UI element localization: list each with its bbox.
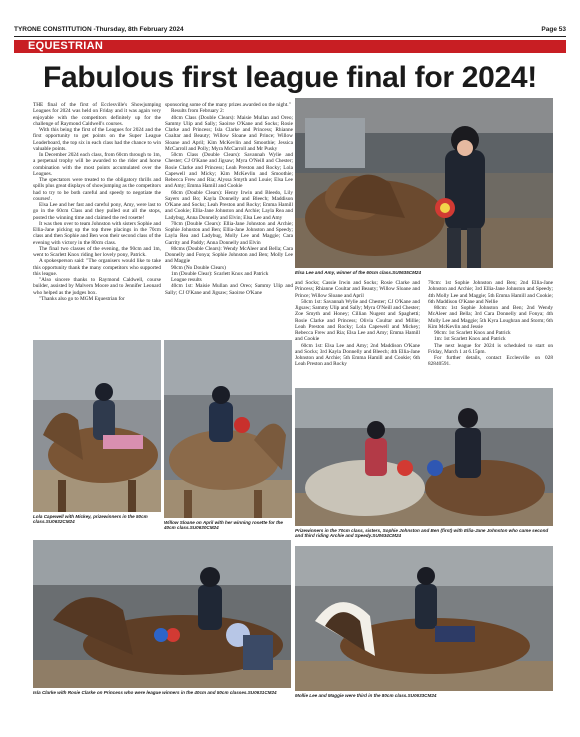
- article-paragraph: "Thanks also go to MGM Equestrian for: [39, 295, 125, 302]
- article-paragraph: Results from February 2:: [171, 108, 225, 115]
- article-paragraph: The spectators were treated to the obligatory thrills and spills plus great displays of showjumping as the competitors had to try to be both careful and speedy to negotiate the courses!.: [33, 177, 161, 202]
- article-paragraph: 1m: 1st Scarlett Knox and Patrick: [434, 336, 506, 343]
- article-paragraph: 1m (Double Clear): Scarlett Knox and Patrick: [171, 270, 269, 277]
- article-paragraph: 80cms (Double Clears): Wendy McAleer and Bella; Cara Donnelly and Fonya; Sophie Johnston and Ben; Molly Lee and Maggie: [165, 245, 293, 265]
- caption-willow: Willow Sloane on April with her winning rosette for the 40cm class.SU0630CM24: [164, 520, 283, 531]
- page-header: [14, 24, 566, 36]
- article-paragraph: 60cm (Double Clears): Henry Irwin and Bleedo, Lily Sayers and Bo; Kayla Donnelly and Bleech; Maddison O'Kane and Socks; Leah Preston and Rocky; Emma Hamill and Cookie; Ellia-Jane Johnston and Archie; Layla Rea and Ladybug, Anna Donnelly and Elvin; Elsa Lee and Amy: [165, 189, 293, 221]
- photo-lola-capewell: [33, 340, 161, 512]
- article-paragraph: and Socks; Cassie Irwin and Socks; Rosie Clarke and Princess; Rhianne Coultar and Beauty; Willow Sloane and Prince; Willow Sloane and April: [295, 280, 420, 299]
- article-column-1: [33, 102, 161, 340]
- article-paragraph: For further details, contact Ecclesville on 028 82840591.: [428, 355, 553, 368]
- article-paragraph: League results: [171, 277, 202, 283]
- article-paragraph: 40cm 1st: Maisie Mullan and Oreo; Sammy Ulip and Sally; CJ O'Kane and Jigsaw; Saoirse O'Kane: [165, 283, 293, 296]
- article-paragraph: With this being the first of the Leagues for 2024 and the first opportunity to get points on the Super League Leaderboard, the top six in each class had the chance to win valuable points.: [33, 127, 161, 152]
- caption-isla: Isla Clarke with Rosie Clarke on Princess who were league winners in the 40cm and 50cm classes.SU0631CM24: [33, 690, 277, 695]
- article-paragraph: 50cm 1st: Savannah Wylie and Chester; CJ O'Kane and Jigsaw; Sammy Ulip and Sally; Myra O'Neill and Chester; Zoe Smyth and Honey; Cillian Nugent and Spaghetti; Rosie Clarke and Princess; Olivia Coultar and Millie; Leah Preston and Rocky; Lola Capewell and Mickey; Rebecca Frew and Ria; Elsa Lee and Amy; Emma Hamill and Cookie: [295, 298, 420, 343]
- caption-lola: Lola Capewell with Mickey, prizewinners in the 50cm class.SU0632CM24: [33, 514, 148, 525]
- article-paragraph: It was then over to team Johnston with sisters Sophie and Ellia-Jane picking up the top three placings in the 70cm class and then Sophie and Ben won their second class of the evening with victory in the 80cm class.: [33, 220, 161, 246]
- article-paragraph: 70cm: 1st Sophie Johnston and Ben; 2nd Ellia-Jane Johnston and Archie; 3rd Ellia-Jane Johnston and Speedy; 4th Molly Lee and Maggie; 5th Emma Hamill and Cookie; 6th Maddison O'Kane and Nellie: [428, 280, 553, 305]
- article-column-3: [295, 280, 420, 383]
- header-rule: [14, 36, 566, 37]
- photo-elsa-lee-amy: [295, 98, 553, 268]
- article-paragraph: "Also sincere thanks to Raymond Caldwell, course builder, assisted by Malvern Moore and to Jennifer Leonard who helped as the judges box.: [33, 277, 161, 296]
- caption-johnstons: Prizewinners in the 70cm class, sisters, Sophie Johnston and Ben (first) with Ellia-Jane Johnston who came second and third riding Archie and Speedy.SU0634CM24: [295, 528, 549, 539]
- caption-elsa: Elsa Lee and Amy, winner of the 60cm class.SU0635CM24: [295, 270, 422, 275]
- photo-willow-sloane: [164, 340, 292, 518]
- article-paragraph: A spokesperson said: "The organisers would like to take this opportunity thank the many competitors who supported this league.: [33, 258, 161, 277]
- photo-johnston-sisters: [295, 388, 553, 526]
- article-paragraph: THE final of the first of Ecclesville's Showjumping Leagues for 2024 was held on Friday and it was again very enjoyable with the competitors definitely up for the challenge of Raymond Caldwell's courses.: [33, 102, 161, 127]
- article-paragraph: 70cm (Double Clears): Ellia-Jane Johnston and Archie; Sophie Johnston and Ben; Ellia-Jane Johnston and Speedy; Layla Rea and Ladybug, Molly Lee and Maggie; Cara Garrity and Paddy; Anna Donnelly and Elvin: [165, 220, 293, 246]
- photo-mollie-lee: [295, 546, 553, 691]
- headline: Fabulous first league final for 2024!: [42, 61, 537, 94]
- article-paragraph: 60cm 1st: Elsa Lee and Amy; 2nd Maddison O'Kane and Socks; 3rd Kayla Donnelly and Bleech; 4th Ellia-Jane Johnston and Archie; 5th Emma Hamill and Cookie; 6th Leah Preston and Rocky: [295, 342, 420, 368]
- publication-date: TYRONE CONSTITUTION -Thursday, 8th February 2024: [14, 26, 184, 33]
- photo-clarke-sisters: [33, 540, 291, 688]
- section-label: EQUESTRIAN: [28, 40, 104, 52]
- article-paragraph: Elsa Lee and her fast and careful pony, Amy, were last to go in the 60cm Class and they pulled out all the stops, posted the winning time and claimed the red rosette!: [33, 202, 161, 221]
- article-paragraph: In December 2024 each class, from 60cm through to 1m, a perpetual trophy will be awarded to the rider and horse combination with the most points accumulated over the Leagues.: [33, 152, 161, 177]
- article-column-2: [165, 102, 293, 340]
- article-paragraph: The next league for 2024 is scheduled to start on Friday, March 1 at 6.15pm.: [428, 342, 553, 355]
- caption-mollie: Mollie Lee and Maggie were third in the 80cm class.SU0633CM24: [295, 693, 437, 698]
- article-paragraph: 40cm Class (Double Clears): Maisie Mullan and Oreo; Sammy Ulip and Sally; Saoirse O'Kane and Socks; Rosie Clarke and Princess; Isla Clarke and Princess; Rhianne Coaltar and Beauty; Willow Sloane and Prince; Willow Sloane and April; Kim McKevlin and Smoothie; Jessica McCarroll and Polly; Myra McCarroll and Mr Pusky: [165, 114, 293, 152]
- page-number: Page 53: [541, 26, 566, 33]
- section-banner: [14, 40, 566, 53]
- article-paragraph: 80cm: 1st Sophie Johnston and Ben; 2nd Wendy McAleer and Bella; 3rd Cara Donnelly and Fonya; 4th Molly Lee and Maggie; 5th Kyra Loughran and Storm; 6th Kim McKevlin and Jessie: [428, 305, 553, 330]
- article-paragraph: 90cm: 1st Scarlett Knox and Patrick: [434, 330, 511, 336]
- article-paragraph: 90cm (No Double Clears): [171, 264, 226, 271]
- article-column-4: [428, 280, 553, 383]
- article-paragraph: The final two classes of the evening, the 90cm and 1m, went to Scarlett Knox riding her lovely pony, Patrick.: [33, 245, 161, 258]
- article-paragraph: sponsoring some of the many prizes awarded on the night.": [165, 102, 291, 108]
- article-paragraph: 50cm Class (Double Clears): Savannah Wylie and Chester; CJ O'Kane and Jigsaw; Myra O'Neill and Chester; Rosie Clarke and Princess; Leah Preston and Rocky; Lola Capewell and Micky; Kim McKevlin and Smoothie; Rebecca Frew and Ria; Alyssa Smyth and Louie; Elsa Lee and Amy; Emma Hamill and Cookie: [165, 152, 293, 190]
